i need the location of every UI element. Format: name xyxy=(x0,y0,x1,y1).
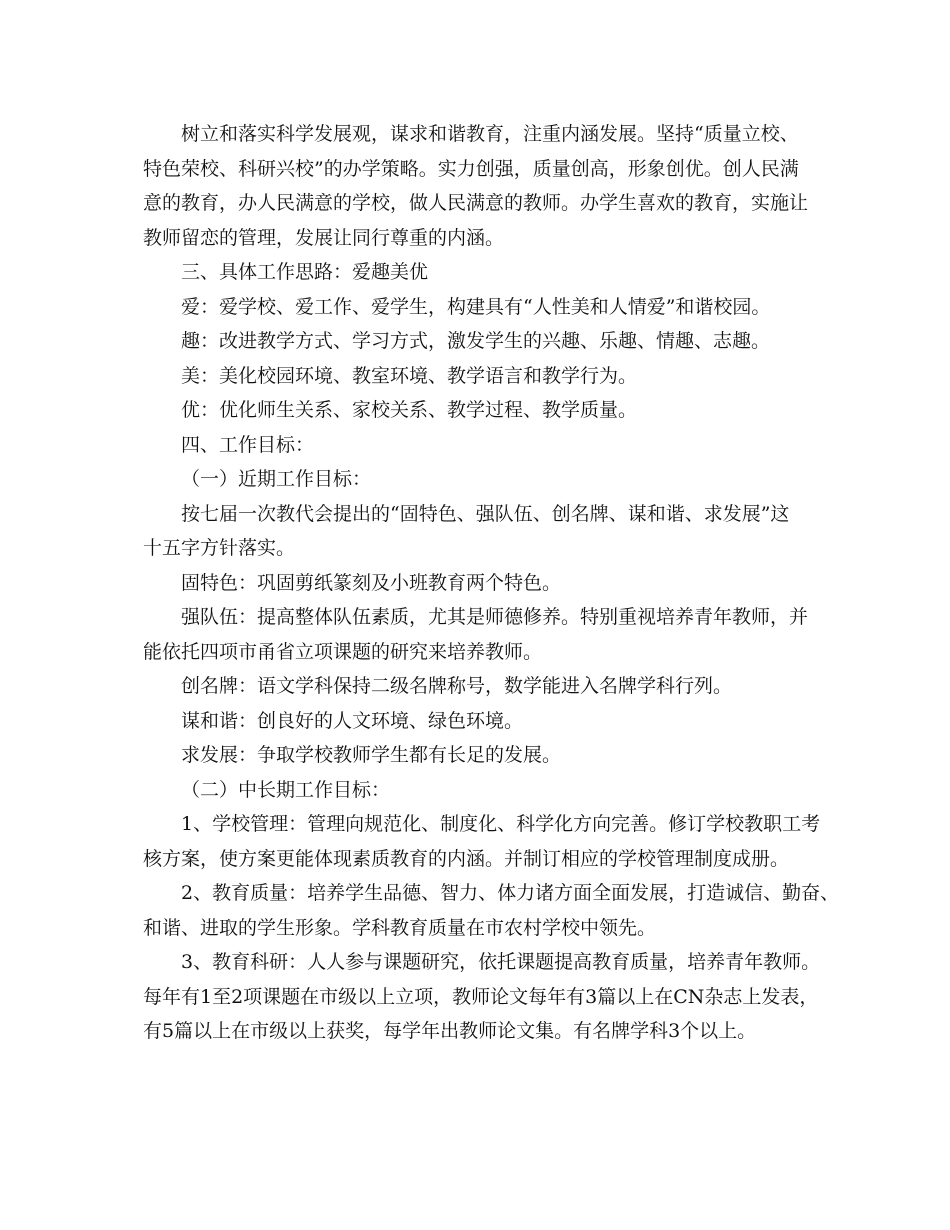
text-line: 有5篇以上在市级以上获奖，每学年出教师论文集。有名牌学科3个以上。 xyxy=(143,1020,757,1042)
text-line: （一）近期工作目标： xyxy=(181,468,372,490)
text-line: 特色荣校、科研兴校”的办学策略。实力创强，质量创高，形象创优。创人民满 xyxy=(143,157,799,180)
text-line: 按七届一次教代会提出的“固特色、强队伍、创名牌、谋和谐、求发展”这 xyxy=(181,502,790,525)
text-line: 意的教育，办人民满意的学校，做人民满意的教师。办学生喜欢的教育，实施让 xyxy=(143,192,809,214)
text-line: 能依托四项市甬省立项课题的研究来培养教师。 xyxy=(143,640,543,663)
text-line: 谋和谐：创良好的人文环境、绿色环境。 xyxy=(181,709,524,732)
text-line: 每年有1至2项课题在市级以上立项，教师论文每年有3篇以上在CN杂志上发表， xyxy=(143,985,819,1008)
text-line: （二）中长期工作目标： xyxy=(181,778,391,801)
text-line: 四、工作目标： xyxy=(181,433,315,456)
text-line: 美：美化校园环境、教室环境、教学语言和教学行为。 xyxy=(181,364,638,387)
text-line: 十五字方针落实。 xyxy=(143,537,296,559)
document-text xyxy=(143,117,840,1049)
text-line: 树立和落实科学发展观，谋求和谐教育，注重内涵发展。坚持“质量立校、 xyxy=(181,123,799,145)
text-line: 趣：改进教学方式、学习方式，激发学生的兴趣、乐趣、情趣、志趣。 xyxy=(181,330,771,352)
text-line: 三、具体工作思路：爱趣美优 xyxy=(181,261,429,283)
text-line: 爱：爱学校、爱工作、爱学生，构建具有“人性美和人情爱”和谐校园。 xyxy=(181,295,771,318)
text-line: 求发展：争取学校教师学生都有长足的发展。 xyxy=(181,744,562,766)
text-line: 1、学校管理：管理向规范化、制度化、科学化方向完善。修订学校教职工考 xyxy=(181,813,821,835)
text-line: 创名牌：语文学科保持二级名牌称号，数学能进入名牌学科行列。 xyxy=(181,675,733,697)
text-line: 固特色：巩固剪纸篆刻及小班教育两个特色。 xyxy=(181,571,562,594)
text-line: 和谐、进取的学生形象。学科教育质量在市农村学校中领先。 xyxy=(143,916,657,939)
text-line: 教师留恋的管理，发展让同行尊重的内涵。 xyxy=(143,226,505,249)
text-line: 2、教育质量：培养学生品德、智力、体力诸方面全面发展，打造诚信、勤奋、 xyxy=(181,882,840,904)
text-line: 3、教育科研：人人参与课题研究，依托课题提高教育质量，培养青年教师。 xyxy=(181,951,821,973)
text-line: 优：优化师生关系、家校关系、教学过程、教学质量。 xyxy=(181,399,638,421)
text-line: 强队伍：提高整体队伍素质，尤其是师德修养。特别重视培养青年教师，并 xyxy=(181,606,809,628)
document-body xyxy=(143,117,840,1049)
text-line: 核方案，使方案更能体现素质教育的内涵。并制订相应的学校管理制度成册。 xyxy=(143,847,790,870)
